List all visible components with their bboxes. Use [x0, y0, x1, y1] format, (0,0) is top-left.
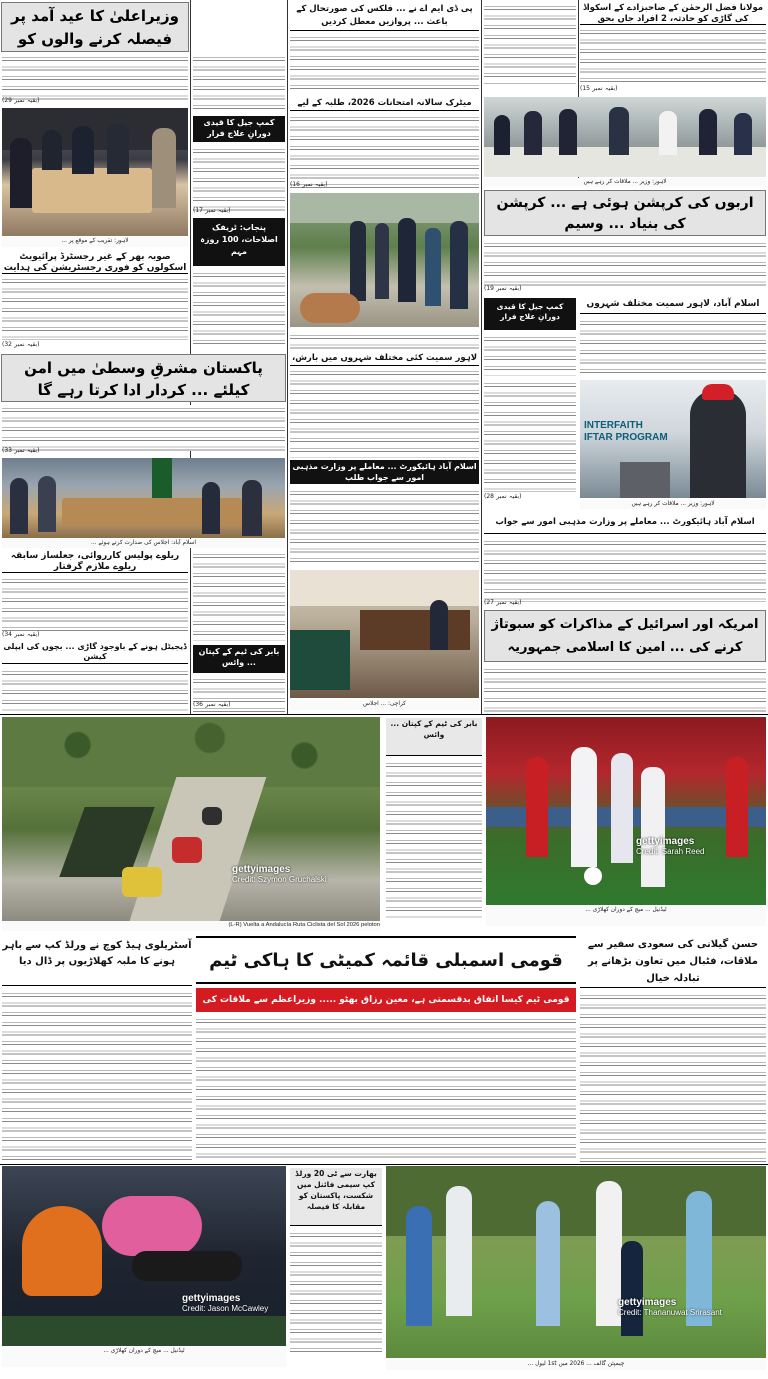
getty-brand: gettyimages — [636, 836, 695, 847]
headline-h8: پاکستان مشرقِ وسطیٰ میں امن کیلئے ... کردار ادا کرتا رہے گا — [1, 354, 286, 402]
headline-h9: لاہور سمیت کئی مختلف شہروں میں بارش، — [290, 352, 479, 366]
continued-ref: (بقیہ نمبر 29) — [2, 97, 40, 104]
headline-h3: مولانا فضل الرحمٰن کے صاحبزادے کے اسکواڈ کی گاڑی کو حادثہ، 2 افراد جاں بحق — [580, 3, 766, 25]
photo-iftar-program — [580, 380, 766, 498]
photo-rugby — [2, 1166, 286, 1346]
subhead-box — [193, 218, 285, 266]
photo-officials-meeting — [2, 458, 285, 538]
article-text — [193, 54, 285, 112]
article-text — [290, 114, 479, 190]
photo-caption: چیمپئن گالف ... 2026 میں 1st لیول ... — [386, 1360, 766, 1370]
subhead-text: کمپ جیل کا قیدی دورانِ علاج فرار — [496, 302, 564, 321]
article-text — [2, 576, 188, 636]
photo-meeting — [2, 108, 188, 236]
red-subheadline: قومی ٹیم کیسا اتفاق بدقسمتی ہے، معین رزاق بھٹو ..... وزیراعظم سے ملاقات کی — [196, 988, 576, 1012]
headline-h12: اسلام آباد ہائیکورٹ ... معاملے پر وزارت مذہبی امور سے جواب — [484, 512, 766, 534]
continued-ref: (بقیہ نمبر 15) — [580, 85, 618, 92]
continued-ref: (بقیہ نمبر 36) — [193, 701, 231, 708]
continued-ref: (بقیہ نمبر 34) — [2, 631, 40, 638]
getty-watermark — [182, 1294, 282, 1318]
photo-caption: (L-R) Vuelta a Andalucía Ruta Ciclista del Sol 2026 peloton — [2, 921, 380, 931]
article-text — [196, 1016, 576, 1162]
subhead-text: پنجاب: ٹریفک اصلاحات، 100 روزہ مہم — [200, 223, 278, 256]
headline-h11: ڈیجیٹل ہونے کے باوجود گاڑی ... بچوں کی ایپلی کیشن — [2, 642, 188, 664]
article-text — [484, 240, 766, 288]
article-text — [2, 668, 188, 712]
continued-ref: (بقیہ نمبر 16) — [290, 181, 328, 188]
getty-watermark — [232, 865, 372, 889]
getty-brand: gettyimages — [182, 1293, 241, 1304]
headline-h5: اربوں کی کرپشن ہوئی ہے ... کرپشن کی بنیاد ... وسیم — [484, 190, 766, 236]
headline-h6: صوبہ بھر کے غیر رجسٹرڈ پرائیویٹ اسکولوں کو فوری رجسٹریشن کی ہدایت — [3, 252, 187, 273]
subhead-box — [193, 116, 285, 142]
getty-brand: gettyimages — [232, 864, 291, 875]
getty-credit: Credit: Thananuwat Srirasant — [618, 1308, 722, 1317]
photo-golf — [386, 1166, 766, 1358]
article-text — [484, 334, 576, 376]
article-text — [580, 992, 766, 1162]
photo-caption: لاہور: تقریب کے موقع پر ... — [2, 237, 188, 247]
article-text — [580, 27, 766, 87]
headline-h2: پی ڈی ایم اے نے ... فلکس کی صورتحال کے باعث ... پروازیں معطل کردیں — [290, 3, 479, 31]
getty-credit: Credit: Sarah Reed — [636, 847, 705, 856]
continued-ref: (بقیہ نمبر 19) — [484, 285, 522, 292]
article-text — [290, 488, 479, 566]
photo-caption: لاہور: وزیر ... ملاقات کر رہے ہیں — [580, 500, 766, 509]
headline-h7: اسلام آباد، لاہور سمیت مختلف شہروں — [580, 296, 766, 314]
article-text — [193, 551, 285, 641]
photo-conference-table — [484, 97, 766, 177]
article-text — [484, 666, 766, 712]
headline-h4: میٹرک سالانہ امتحانات 2026، طلبہ کے لیے — [290, 97, 479, 111]
column-rule — [481, 0, 482, 714]
article-text — [290, 332, 479, 350]
subhead-box — [193, 645, 285, 673]
photo-caption: ٹیڈنیل ... میچ کے دوران کھلاڑی ... — [486, 906, 766, 926]
article-text — [484, 3, 576, 85]
article-text — [2, 276, 188, 340]
getty-credit: Credit: Jason McCawley — [182, 1304, 269, 1313]
photo-caption: اسلام آباد: اجلاس کی صدارت کرتے ہوئے ... — [2, 539, 285, 548]
section-rule — [0, 714, 768, 715]
article-text — [2, 405, 285, 451]
headline-h16: قومی اسمبلی قائمہ کمیٹی کا ہاکی ٹیم — [196, 936, 576, 984]
article-text — [193, 270, 285, 350]
continued-ref: (بقیہ نمبر 27) — [484, 599, 522, 606]
photo-football — [486, 717, 766, 905]
article-text — [386, 760, 482, 918]
subhead-text: اسلام آباد ہائیکورٹ ... معاملے پر وزارت مذہبی امور سے جواب طلب — [292, 462, 477, 482]
getty-credit: Credit: Szymon Gruchalski — [232, 875, 327, 884]
photo-caption: ٹیڈنیل ... میچ کے دوران کھلاڑی ... — [2, 1347, 286, 1367]
article-text — [290, 1230, 382, 1354]
article-text — [484, 538, 766, 602]
headline-h18: آسٹریلوی ہیڈ کوچ نے ورلڈ کپ سے باہر ہونے کا ملبہ کھلاڑیوں پر ڈال دیا — [2, 938, 192, 986]
article-text — [484, 380, 576, 492]
continued-ref: (بقیہ نمبر 33) — [2, 447, 40, 454]
headline-h1: وزیراعلیٰ کا عید آمد پر فیصلہ کرنے والوں کو — [1, 2, 189, 52]
subhead-text: بابر کی ٹیم کے کپتان ... وائس — [198, 647, 280, 667]
photo-caption: لاہور: وزیر ... ملاقات کر رہے ہیں — [484, 178, 766, 187]
continued-ref: (بقیہ نمبر 28) — [484, 493, 522, 500]
subhead-box — [484, 298, 576, 330]
headline-h13: امریکہ اور اسرائیل کے مذاکرات کو سبوتاژ کرنے کی ... امین کا اسلامی جمہوریہ — [484, 610, 766, 662]
getty-watermark — [636, 837, 756, 861]
photo-caption: کراچی: ... اجلاس — [290, 700, 479, 710]
subhead-text: کمپ جیل کا قیدی دورانِ علاج فرار — [203, 118, 275, 138]
headline-h19: بھارت سے ٹی 20 ورلڈ کپ سیمی فائنل میں شکست، پاکستان کو مقابلہ کا فیصلہ — [290, 1168, 382, 1226]
headline-h20: بابر کی ٹیم کے کپتان ... وائس — [386, 718, 482, 756]
article-text — [290, 34, 479, 94]
column-rule — [287, 0, 288, 714]
photo-committee-hall — [290, 570, 479, 698]
continued-ref: (بقیہ نمبر 32) — [2, 341, 40, 348]
photo-site-visit — [290, 193, 479, 327]
getty-brand: gettyimages — [618, 1297, 677, 1308]
article-text — [290, 368, 479, 458]
article-text — [580, 318, 766, 376]
conference-banner-text: INTERFAITH IFTAR PROGRAM — [584, 420, 668, 443]
article-text — [2, 990, 192, 1162]
photo-cycling — [2, 717, 380, 921]
getty-watermark — [618, 1298, 758, 1322]
headline-h10: ریلوے پولیس کارروائی، جعلساز سابقہ ریلوے ملازم گرفتار — [2, 551, 188, 573]
continued-ref: (بقیہ نمبر 17) — [193, 207, 231, 214]
section-rule — [0, 1164, 768, 1165]
subhead-box — [290, 460, 479, 484]
headline-h17: حسن گیلانی کی سعودی سفیر سے ملاقات، فٹبال میں تعاون بڑھانے پر تبادلہ خیال — [580, 936, 766, 988]
